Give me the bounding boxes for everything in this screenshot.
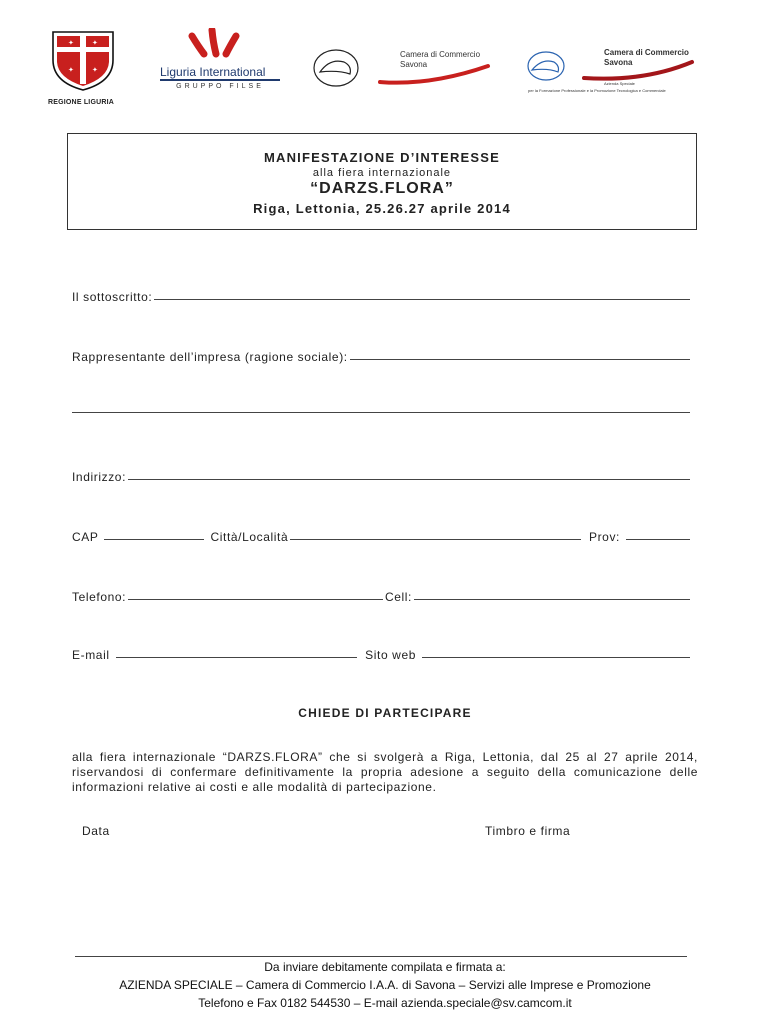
cap-label: CAP (72, 530, 99, 544)
regione-liguria-label: REGIONE LIGURIA (48, 99, 115, 106)
indirizzo-field[interactable] (72, 470, 692, 484)
sottoscritto-field[interactable] (72, 290, 692, 304)
sito-line[interactable] (422, 656, 690, 658)
citta-line[interactable] (290, 538, 581, 540)
cap-citta-prov-row (72, 530, 692, 544)
rappresentante-line[interactable] (350, 358, 690, 360)
footer-line3: Telefono e Fax 0182 544530 – E-mail azienda.speciale@sv.camcom.it (198, 996, 572, 1010)
camera2-sub2: per la Formazione Professionale e la Promozione Tecnologica e Commerciale (528, 88, 666, 93)
telefono-cell-row (72, 590, 692, 604)
camera1-line2: Savona (400, 60, 428, 69)
data-label: Data (82, 824, 110, 838)
camera2-sub1: Azienda Speciale (604, 81, 635, 86)
rappresentante-field[interactable] (72, 350, 692, 364)
prov-label: Prov: (588, 530, 620, 544)
gruppo-filse-label: GRUPPO FILSE (176, 83, 264, 90)
sito-label: Sito web (365, 648, 416, 662)
title-box (67, 133, 697, 230)
ragione-sociale-continuation-line[interactable] (72, 412, 690, 413)
camera2-line1: Camera di Commercio (604, 48, 689, 57)
email-sito-row (72, 648, 692, 662)
azienda-speciale-ship-icon (524, 44, 724, 96)
rappresentante-label: Rappresentante dell’impresa (ragione sociale): (72, 350, 348, 364)
citta-label: Città/Località (210, 530, 289, 544)
camera2-line2: Savona (604, 58, 633, 67)
svg-text:✦: ✦ (92, 39, 98, 47)
timbro-firma-label: Timbro e firma (485, 824, 571, 838)
liguria-international-mark-icon (160, 28, 280, 58)
footer-divider (75, 956, 687, 957)
azienda-speciale-logo (524, 44, 724, 96)
intro-paragraph: alla fiera internazionale “DARZS.FLORA” che si svolgerà a Riga, Lettonia, dal 25 al 27 aprile 2014, riservandosi di confermare definitivamente la propria adesione a seguito della comunicazione delle informazioni relative ai costi e alle modalità di partecipazione. (72, 750, 698, 794)
sottoscritto-line[interactable] (154, 298, 690, 300)
svg-text:✦: ✦ (68, 39, 74, 47)
footer-line1: Da inviare debitamente compilata e firmata a: (264, 960, 506, 974)
indirizzo-label: Indirizzo: (72, 470, 127, 484)
cell-line[interactable] (414, 598, 690, 600)
title-line3: “DARZS.FLORA” (310, 180, 454, 197)
regione-liguria-shield-icon (48, 28, 118, 92)
camera-commercio-logo (310, 44, 500, 94)
camera1-line1: Camera di Commercio (400, 50, 481, 59)
liguria-international-logo (160, 28, 280, 88)
indirizzo-line[interactable] (128, 478, 690, 480)
ragione-sociale-continuation-field[interactable] (72, 412, 692, 414)
telefono-label: Telefono: (72, 590, 127, 604)
chiede-heading: CHIEDE DI PARTECIPARE (298, 706, 472, 720)
cell-label: Cell: (384, 590, 412, 604)
cap-line[interactable] (104, 538, 204, 540)
email-label: E-mail (72, 648, 110, 662)
logo-bar (0, 0, 770, 110)
footer (0, 958, 770, 1012)
sottoscritto-label: Il sottoscritto: (72, 290, 153, 304)
title-line4: Riga, Lettonia, 25.26.27 aprile 2014 (253, 201, 511, 216)
camera-commercio-ship-icon (310, 44, 500, 90)
email-line[interactable] (116, 656, 358, 658)
liguria-international-label: Liguria International (160, 65, 280, 81)
footer-line2: AZIENDA SPECIALE – Camera di Commercio I.A.A. di Savona – Servizi alle Imprese e Promozione (119, 978, 651, 992)
title-line2: alla fiera internazionale (312, 167, 452, 179)
title-line1: MANIFESTAZIONE D’INTERESSE (263, 150, 501, 165)
telefono-line[interactable] (128, 598, 383, 600)
regione-liguria-logo (48, 28, 118, 106)
prov-line[interactable] (626, 538, 690, 540)
svg-text:✦: ✦ (92, 66, 98, 74)
svg-text:✦: ✦ (68, 66, 74, 74)
